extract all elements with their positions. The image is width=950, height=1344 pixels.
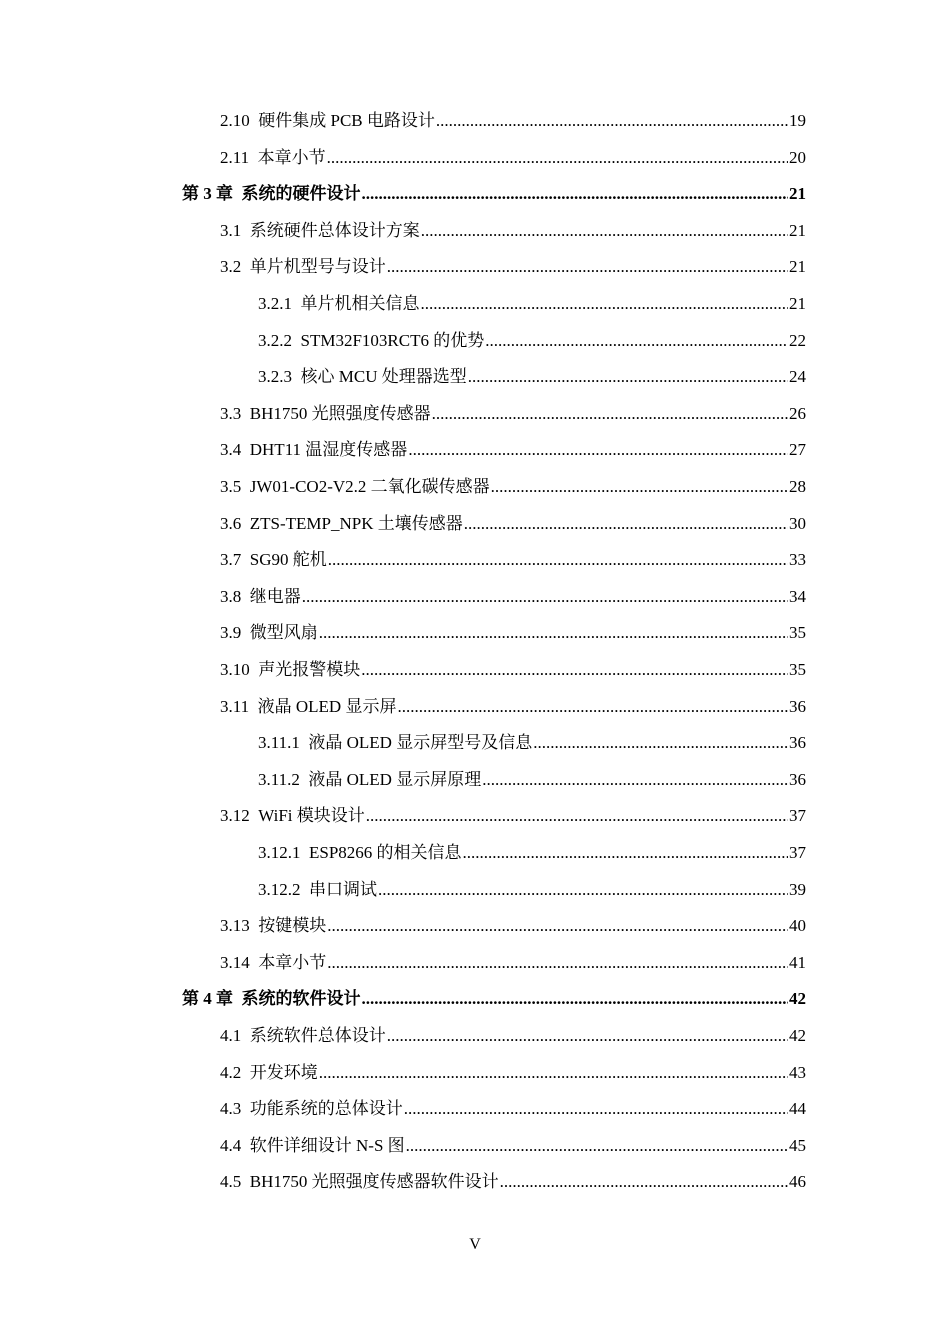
toc-entry-title: 串口调试 xyxy=(309,879,377,899)
toc-entry-title: 硬件集成 PCB 电路设计 xyxy=(258,111,435,130)
toc-entry-number: 3.2.1 xyxy=(258,294,301,313)
toc-entry-title: 系统硬件总体设计方案 xyxy=(249,220,420,240)
toc-entry-number: 3.11.1 xyxy=(258,733,309,753)
toc-entry xyxy=(258,330,806,352)
toc-entry-title: SG90 舵机 xyxy=(249,550,327,570)
toc-entry-number: 3.1 xyxy=(220,220,250,240)
toc-leader-dots xyxy=(533,732,788,754)
toc-entry-number: 4.3 xyxy=(220,1099,250,1119)
toc-entry xyxy=(220,439,806,461)
toc-entry-title: DHT11 温湿度传感器 xyxy=(249,440,408,460)
toc-entry xyxy=(220,622,806,644)
toc-leader-dots xyxy=(432,403,788,425)
toc-entry xyxy=(220,403,806,425)
toc-entry-number: 4.2 xyxy=(220,1062,250,1082)
toc-entry-number: 3.10 xyxy=(220,660,259,679)
toc-leader-dots xyxy=(406,1135,788,1157)
toc-entry-number: 3.12.1 xyxy=(258,843,309,862)
toc-leader-dots xyxy=(327,952,788,974)
toc-entry-title: ZTS-TEMP_NPK 土壤传感器 xyxy=(249,513,463,533)
toc-entry-number: 4.1 xyxy=(220,1026,250,1045)
toc-entry-title: 系统的硬件设计 xyxy=(241,184,361,204)
toc-entry-page: 36 xyxy=(789,769,806,789)
toc-entry xyxy=(258,732,806,754)
toc-entry xyxy=(220,513,806,535)
toc-leader-dots xyxy=(421,220,788,242)
toc-entry-number: 3.8 xyxy=(220,586,250,606)
toc-leader-dots xyxy=(319,622,788,644)
toc-entry-page: 30 xyxy=(789,513,806,533)
toc-entry-title: ESP8266 的相关信息 xyxy=(309,843,462,862)
toc-entry-page: 28 xyxy=(789,477,806,496)
toc-entry-number: 2.10 xyxy=(220,111,259,130)
toc-entry-number: 3.12 xyxy=(220,806,259,826)
toc-entry xyxy=(220,220,806,242)
toc-entry xyxy=(220,1025,806,1047)
toc-leader-dots xyxy=(491,476,788,498)
toc-leader-dots xyxy=(362,183,789,205)
toc-entry-title: 本章小节 xyxy=(258,952,327,972)
toc-entry-page: 22 xyxy=(789,330,806,350)
toc-entry-title: 液晶 OLED 显示屏型号及信息 xyxy=(308,733,533,753)
toc-entry xyxy=(220,110,806,132)
toc-entry-page: 20 xyxy=(789,147,806,167)
toc-entry-page: 21 xyxy=(789,294,806,313)
toc-entry xyxy=(220,952,806,974)
toc-entry-number: 3.11 xyxy=(220,696,258,716)
toc-entry-page: 39 xyxy=(789,879,806,899)
toc-entry-page: 44 xyxy=(789,1099,806,1119)
toc-entry-number: 第 4 章 xyxy=(182,989,242,1009)
toc-entry-title: 继电器 xyxy=(249,586,301,606)
toc-entry-page: 21 xyxy=(789,220,806,240)
toc-entry-number: 3.11.2 xyxy=(258,769,309,789)
toc-entry-number: 4.4 xyxy=(220,1135,250,1155)
toc-leader-dots xyxy=(361,659,788,681)
toc-leader-dots xyxy=(327,915,788,937)
toc-leader-dots xyxy=(468,366,788,388)
toc-entry-page: 41 xyxy=(789,952,806,972)
toc-leader-dots xyxy=(404,1098,788,1120)
toc-leader-dots xyxy=(421,293,789,315)
toc-leader-dots xyxy=(366,805,788,827)
toc-entry xyxy=(258,366,806,388)
toc-entry-title: 液晶 OLED 显示屏 xyxy=(257,696,397,716)
toc-leader-dots xyxy=(436,110,788,132)
toc-entry-title: 单片机型号与设计 xyxy=(249,257,386,277)
toc-entry-title: 单片机相关信息 xyxy=(300,294,420,313)
toc-entry-page: 42 xyxy=(789,1026,806,1045)
toc-entry-page: 19 xyxy=(789,111,806,130)
toc-leader-dots xyxy=(328,549,788,571)
toc-leader-dots xyxy=(397,696,788,718)
toc-entry-number: 3.9 xyxy=(220,623,250,643)
toc-entry-title: 本章小节 xyxy=(257,147,326,167)
page-number-footer: V xyxy=(469,1236,481,1253)
toc-entry-page: 42 xyxy=(789,989,806,1009)
toc-entry-page: 24 xyxy=(789,367,806,387)
toc-entry-page: 40 xyxy=(789,916,806,936)
toc-entry-number: 3.4 xyxy=(220,440,250,460)
toc-entry-page: 37 xyxy=(789,843,806,862)
toc-entry-number: 3.14 xyxy=(220,952,259,972)
toc-entry xyxy=(220,659,806,681)
toc-leader-dots xyxy=(482,769,788,791)
toc-entry-title: 功能系统的总体设计 xyxy=(249,1099,403,1119)
toc-entry-title: 核心 MCU 处理器选型 xyxy=(300,367,467,387)
toc-entry-title: 系统的软件设计 xyxy=(241,989,361,1009)
toc-entry-number: 4.5 xyxy=(220,1172,250,1192)
toc-entry xyxy=(258,293,806,315)
toc-entry xyxy=(220,915,806,937)
toc-leader-dots xyxy=(408,439,788,461)
toc-entry-title: 软件详细设计 N-S 图 xyxy=(249,1135,405,1155)
toc-entry-title: BH1750 光照强度传感器软件设计 xyxy=(249,1172,499,1192)
toc-entry-title: 开发环境 xyxy=(249,1062,318,1082)
toc-entry-number: 3.13 xyxy=(220,916,259,936)
toc-entry-page: 34 xyxy=(789,586,806,606)
toc-leader-dots xyxy=(327,147,788,169)
toc-entry xyxy=(258,842,806,864)
toc-entry-number: 3.5 xyxy=(220,477,250,496)
toc-leader-dots xyxy=(302,586,788,608)
toc-entry-number: 3.3 xyxy=(220,403,250,423)
toc-entry xyxy=(220,586,806,608)
toc-entry-title: 液晶 OLED 显示屏原理 xyxy=(308,769,482,789)
toc-entry xyxy=(220,1062,806,1084)
toc-entry xyxy=(258,769,806,791)
toc-entry-number: 第 3 章 xyxy=(182,184,242,204)
toc-leader-dots xyxy=(500,1171,788,1193)
toc-entry xyxy=(258,879,806,901)
toc-entry-page: 21 xyxy=(789,184,806,204)
toc-entry xyxy=(220,147,806,169)
toc-chapter-entry xyxy=(182,183,806,205)
toc-entry-page: 35 xyxy=(789,623,806,643)
toc-entry-title: 系统软件总体设计 xyxy=(249,1026,386,1045)
toc-entry xyxy=(220,1171,806,1193)
toc-leader-dots xyxy=(387,256,788,278)
toc-entry-page: 36 xyxy=(789,733,806,753)
toc-entry-number: 3.7 xyxy=(220,550,250,570)
toc-entry-number: 3.2.2 xyxy=(258,330,301,350)
toc-entry-title: BH1750 光照强度传感器 xyxy=(249,403,431,423)
toc-entry-title: 微型风扇 xyxy=(249,623,318,643)
toc-leader-dots xyxy=(485,330,788,352)
toc-leader-dots xyxy=(464,513,788,535)
toc-entry-page: 26 xyxy=(789,403,806,423)
toc-entry xyxy=(220,256,806,278)
toc-entry xyxy=(220,805,806,827)
toc-entry-title: 声光报警模块 xyxy=(258,660,361,679)
toc-entry-title: JW01-CO2-V2.2 二氧化碳传感器 xyxy=(249,477,490,496)
toc-entry-number: 3.2 xyxy=(220,257,250,277)
toc-leader-dots xyxy=(463,842,788,864)
toc-entry-title: WiFi 模块设计 xyxy=(258,806,365,826)
toc-entry xyxy=(220,476,806,498)
toc-entry-number: 3.12.2 xyxy=(258,879,309,899)
toc-entry-page: 21 xyxy=(789,257,806,277)
toc-entry xyxy=(220,549,806,571)
toc-entry-page: 33 xyxy=(789,550,806,570)
toc-entry-number: 3.6 xyxy=(220,513,250,533)
toc-entry-title: 按键模块 xyxy=(258,916,327,936)
toc-entry-page: 36 xyxy=(789,696,806,716)
toc-chapter-entry xyxy=(182,988,806,1010)
toc-entry-page: 37 xyxy=(789,806,806,826)
toc-entry-page: 45 xyxy=(789,1135,806,1155)
toc-entry-page: 46 xyxy=(789,1172,806,1192)
toc-entry xyxy=(220,1135,806,1157)
toc-entry xyxy=(220,696,806,718)
toc-entry-number: 3.2.3 xyxy=(258,367,301,387)
toc-entry-page: 35 xyxy=(789,660,806,679)
toc-entry-page: 43 xyxy=(789,1062,806,1082)
toc-entry-number: 2.11 xyxy=(220,147,258,167)
toc-leader-dots xyxy=(362,988,789,1010)
toc-entry xyxy=(220,1098,806,1120)
toc-entry-title: STM32F103RCT6 的优势 xyxy=(300,330,485,350)
toc-leader-dots xyxy=(319,1062,788,1084)
toc-leader-dots xyxy=(378,879,788,901)
toc-entry-page: 27 xyxy=(789,440,806,460)
toc-leader-dots xyxy=(387,1025,788,1047)
